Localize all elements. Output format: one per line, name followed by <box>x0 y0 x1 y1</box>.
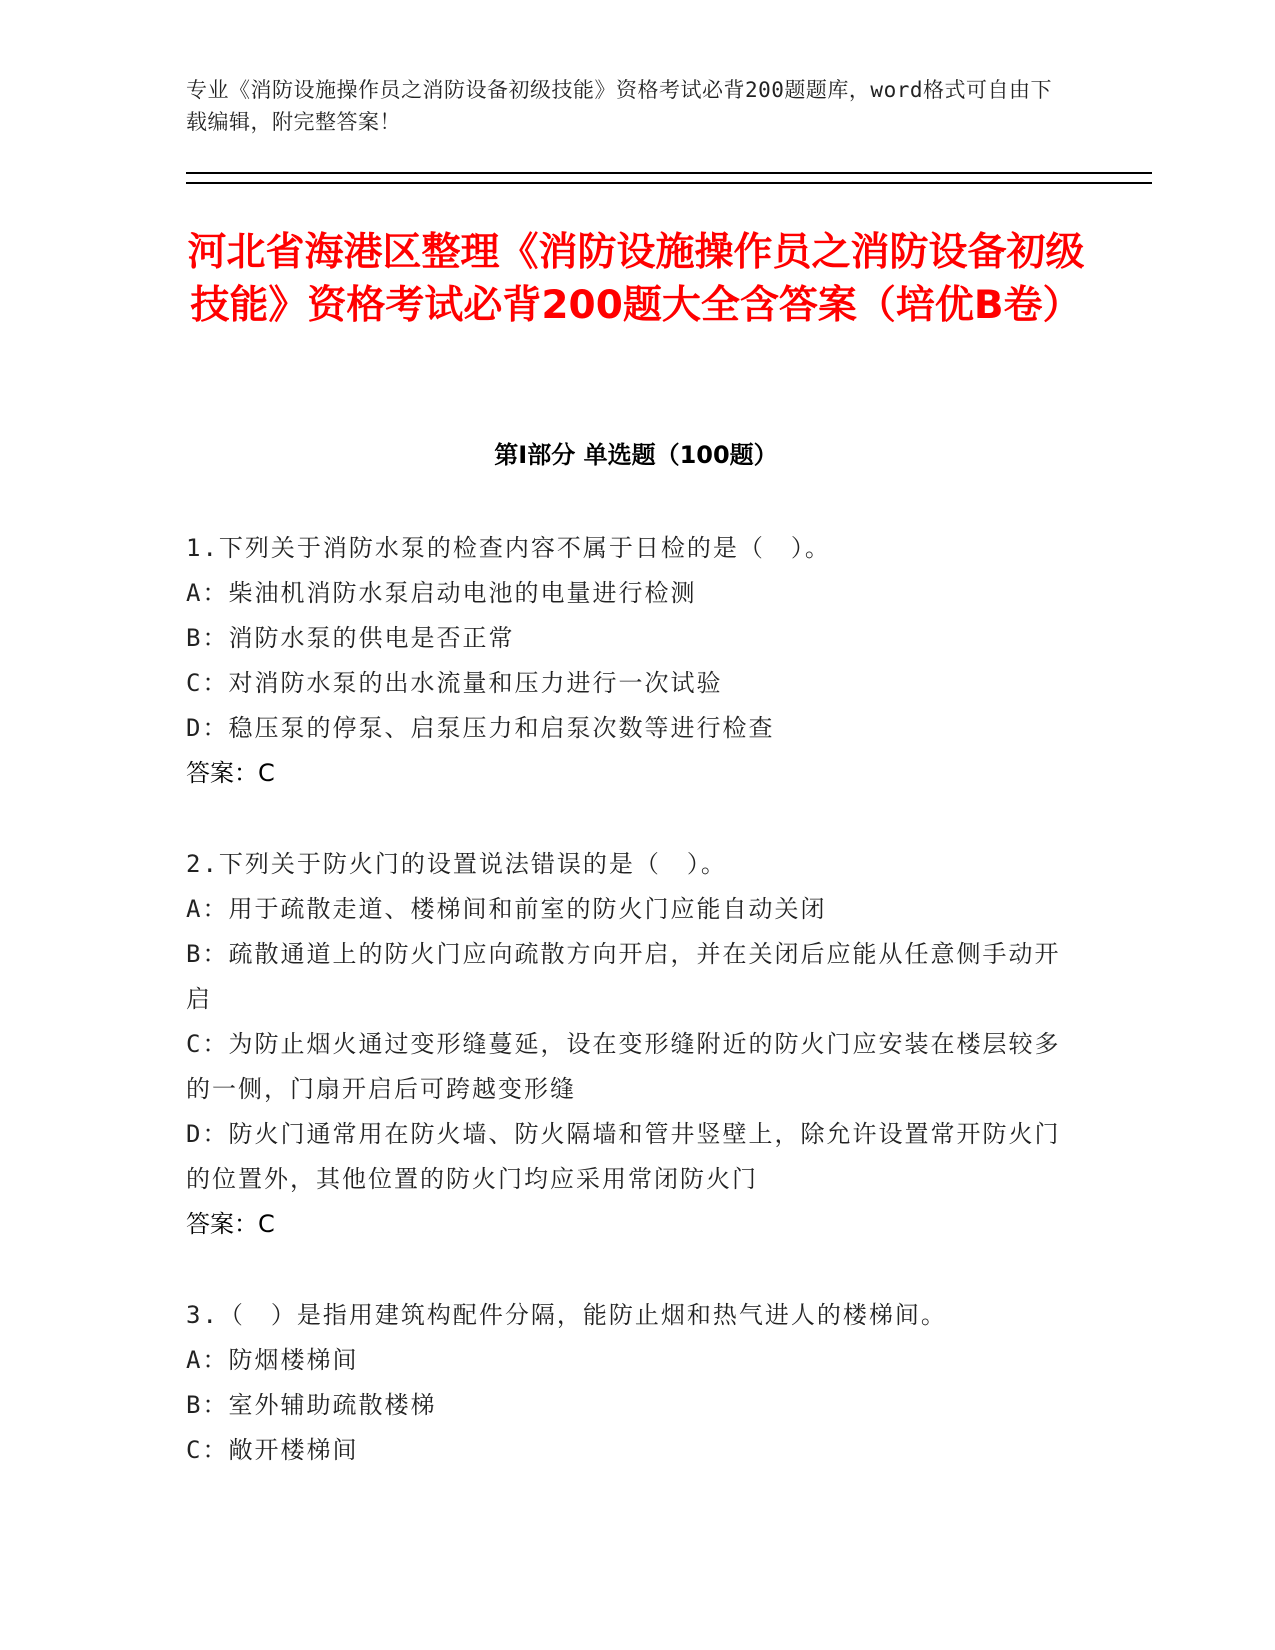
option-b: B：消防水泵的供电是否正常 <box>186 624 515 652</box>
option-d: D：防火门通常用在防火墙、防火隔墙和管井竖壁上，除允许设置常开防火门的位置外，其他位置的防火门均应采用常闭防火门 <box>186 1120 1061 1193</box>
question-1 <box>186 526 1076 796</box>
option-c: C：为防止烟火通过变形缝蔓延，设在变形缝附近的防火门应安装在楼层较多的一侧，门扇开启后可跨越变形缝 <box>186 1030 1061 1103</box>
option-a: A：用于疏散走道、楼梯间和前室的防火门应能自动关闭 <box>186 895 827 923</box>
header-divider-top <box>186 172 1152 174</box>
question-stem: 2.下列关于防火门的设置说法错误的是（ ）。 <box>186 850 727 878</box>
question-3 <box>186 1293 1076 1473</box>
section-title: 第Ⅰ部分 单选题（100题） <box>494 441 778 469</box>
question-2 <box>186 842 1076 1247</box>
question-list <box>186 526 1076 1519</box>
option-b: B：室外辅助疏散楼梯 <box>186 1391 437 1419</box>
option-d: D：稳压泵的停泵、启泵压力和启泵次数等进行检查 <box>186 714 775 742</box>
header-divider-bottom <box>186 182 1152 184</box>
question-stem: 3.（ ）是指用建筑构配件分隔，能防止烟和热气进人的楼梯间。 <box>186 1301 947 1329</box>
option-a: A：防烟楼梯间 <box>186 1346 359 1374</box>
question-stem: 1.下列关于消防水泵的检查内容不属于日检的是（ ）。 <box>186 534 831 562</box>
answer: 答案：C <box>186 1210 275 1238</box>
option-c: C：对消防水泵的出水流量和压力进行一次试验 <box>186 669 723 697</box>
option-c: C：敞开楼梯间 <box>186 1436 359 1464</box>
header-note: 专业《消防设施操作员之消防设备初级技能》资格考试必背200题题库，word格式可自由下载编辑，附完整答案！ <box>186 78 1052 134</box>
document-title: 河北省海港区整理《消防设施操作员之消防设备初级技能》资格考试必背200题大全含答案（培优B卷） <box>187 230 1085 328</box>
option-a: A：柴油机消防水泵启动电池的电量进行检测 <box>186 579 697 607</box>
option-b: B：疏散通道上的防火门应向疏散方向开启，并在关闭后应能从任意侧手动开启 <box>186 940 1061 1013</box>
answer: 答案：C <box>186 759 275 787</box>
